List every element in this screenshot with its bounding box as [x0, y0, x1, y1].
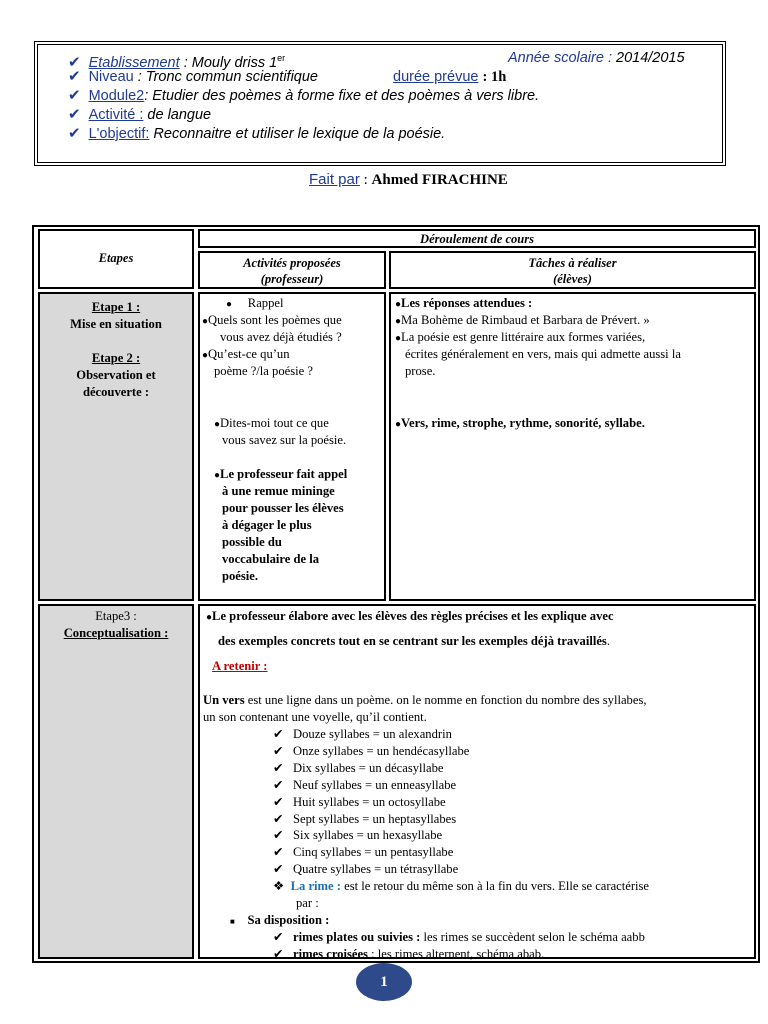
syllabe-label: Quatre syllabes = un tétrasyllabe: [293, 862, 459, 877]
module-label: Module2: [88, 88, 145, 104]
syllabe-label: Cinq syllabes = un pentasyllabe: [293, 845, 454, 860]
check-icon: ✔: [273, 811, 284, 826]
step2-title: Etape 2 :: [91, 351, 141, 365]
page-number-badge: 1: [356, 963, 412, 1001]
list-item-cont: poème ?/la poésie ?: [214, 364, 313, 378]
check-icon: ✔: [273, 727, 284, 741]
list-item-cont: vous avez déjà étudiés ?: [220, 330, 342, 344]
activites-cell: [198, 292, 386, 601]
list-item: [273, 844, 453, 861]
annee-label: Année scolaire :: [508, 50, 612, 66]
square-bullet-icon: ■: [230, 917, 235, 926]
check-icon: ✔: [68, 125, 81, 142]
list-item: ●Le professeur fait appel: [214, 467, 348, 481]
syllabe-label: Douze syllabes = un alexandrin: [293, 727, 452, 741]
vers-definition-2: un son contenant une voyelle, qu’il contient.: [203, 710, 427, 724]
etapes-header-label: Etapes: [98, 251, 134, 265]
syllabe-label: Dix syllabes = un décasyllabe: [293, 760, 444, 775]
bullet-icon: ●: [206, 612, 213, 623]
check-icon: ✔: [273, 743, 284, 758]
activites-header-line2: (professeur): [260, 272, 324, 286]
bullet-icon: ●: [214, 419, 221, 430]
syllabe-label: Neuf syllabes = un enneasyllabe: [293, 777, 457, 792]
step3-cell: [38, 604, 194, 959]
check-icon: ✔: [273, 760, 284, 775]
conceptualisation-cell: [198, 604, 756, 959]
etablissement-label: Etablissement: [88, 54, 180, 71]
taches-header: [389, 251, 756, 289]
rimes-plates: ✔ rimes plates ou suivies : les rimes se succèdent selon le schéma aabb: [273, 930, 645, 944]
check-icon: ✔: [273, 947, 284, 961]
rimes-croisees: ✔ rimes croisées : les rimes alternent, schéma abab.: [273, 947, 545, 961]
list-item: ●Dites-moi tout ce que: [214, 416, 329, 430]
header-annee: [508, 49, 685, 67]
intro-line-1: ●Le professeur élabore avec les élèves des règles précises et les explique avec: [206, 609, 614, 623]
header-box: [34, 41, 726, 166]
taches-cell: [389, 292, 756, 601]
list-item: ●Vers, rime, strophe, rythme, sonorité, syllabe.: [395, 416, 645, 430]
duree-value: : 1h: [482, 69, 507, 85]
check-icon: ✔: [68, 53, 81, 71]
list-item: [273, 861, 458, 878]
check-icon: ✔: [68, 87, 81, 104]
deroulement-header-label: Déroulement de cours: [420, 232, 534, 246]
bullet-icon: ●: [214, 470, 221, 481]
list-item: [273, 777, 456, 794]
bullet-icon: ●: [395, 299, 402, 310]
activite-label: Activité :: [88, 107, 144, 123]
step2-subtitle-1: Observation et: [76, 368, 156, 382]
etapes-header: [38, 229, 194, 289]
syllabe-label: Onze syllabes = un hendécasyllabe: [293, 743, 470, 758]
check-icon: ✔: [273, 794, 284, 809]
header-module: [68, 87, 539, 105]
header-activite: [68, 106, 211, 124]
syllabe-label: Sept syllabes = un heptasyllabes: [293, 811, 457, 826]
list-item: ●Ma Bohème de Rimbaud et Barbara de Prévert. »: [395, 313, 650, 327]
author-name: Ahmed FIRACHINE: [371, 172, 508, 188]
bullet-icon: ●: [395, 333, 402, 344]
step3-title: Etape3 :: [95, 609, 137, 623]
activite-value: de langue: [147, 107, 212, 123]
list-item: ●Quels sont les poèmes que: [202, 313, 342, 327]
niveau-label: Niveau: [88, 69, 134, 85]
header-niveau: [68, 68, 318, 86]
list-item-cont: vous savez sur la poésie.: [222, 433, 347, 447]
annee-value: 2014/2015: [616, 50, 685, 66]
list-item-cont: écrites généralement en vers, mais qui admette aussi la: [405, 347, 681, 361]
syllabe-label: Huit syllabes = un octosyllabe: [293, 794, 446, 809]
deroulement-header: [198, 229, 756, 248]
header-objectif: [68, 125, 445, 143]
list-item-cont: possible du: [222, 535, 282, 549]
header-duree: [393, 68, 506, 86]
rime-line-1: ❖ La rime : est le retour du même son à la fin du vers. Elle se caractérise: [273, 879, 650, 893]
bullet-icon: ●: [226, 299, 233, 310]
retenir-heading: A retenir :: [212, 659, 268, 673]
list-item-cont: prose.: [405, 364, 436, 378]
check-icon: ✔: [273, 777, 284, 792]
syllabe-label: Six syllabes = un hexasyllabe: [293, 828, 443, 843]
list-item-cont: voccabulaire de la: [222, 552, 320, 566]
list-item: [273, 743, 469, 760]
list-item: [273, 794, 446, 811]
check-icon: ✔: [68, 68, 81, 85]
list-item-cont: à une remue mininge: [222, 484, 335, 498]
bullet-icon: ●: [202, 350, 209, 361]
list-item: ● Rappel: [226, 296, 284, 310]
list-item: ●Les réponses attendues :: [395, 296, 533, 310]
check-icon: ✔: [273, 828, 284, 843]
disposition-heading: ■ Sa disposition :: [230, 913, 330, 927]
objectif-label: L'objectif:: [88, 126, 150, 142]
check-icon: ✔: [68, 106, 81, 123]
taches-header-line1: Tâches à réaliser: [528, 256, 617, 270]
fait-par-label: Fait par: [309, 171, 360, 188]
fait-par: [309, 171, 508, 189]
objectif-value: Reconnaitre et utiliser le lexique de la poésie.: [153, 126, 446, 142]
list-item-cont: pour pousser les élèves: [222, 501, 344, 515]
module-value: : Etudier des poèmes à forme fixe et des poèmes à vers libre.: [144, 88, 540, 104]
bullet-icon: ●: [395, 419, 402, 430]
etablissement-value: : Mouly driss 1: [183, 54, 278, 71]
step2-subtitle-2: découverte :: [82, 385, 150, 399]
bullet-icon: ●: [202, 316, 209, 327]
taches-header-line2: (élèves): [553, 272, 592, 286]
step3-subtitle: Conceptualisation :: [63, 626, 169, 640]
list-item: [273, 827, 442, 844]
vers-definition-1: Un vers est une ligne dans un poème. on le nomme en fonction du nombre des syllabes,: [203, 693, 647, 707]
step1-title: Etape 1 :: [91, 300, 141, 314]
intro-line-2: des exemples concrets tout en se centrant sur les exemples déjà travaillés.: [218, 634, 610, 648]
etablissement-sup: er: [277, 53, 286, 63]
bullet-icon: ●: [395, 316, 402, 327]
list-item: ●Qu’est-ce qu’un: [202, 347, 290, 361]
activites-header: [198, 251, 386, 289]
list-item-cont: à dégager le plus: [222, 518, 312, 532]
rime-line-2: par :: [296, 896, 319, 910]
list-item: [273, 726, 452, 743]
diamond-bullet-icon: ❖: [273, 879, 285, 893]
steps-1-2-cell: [38, 292, 194, 601]
fait-par-sep: :: [359, 172, 372, 188]
list-item: ●La poésie est genre littéraire aux formes variées,: [395, 330, 646, 344]
check-icon: ✔: [273, 930, 284, 944]
check-icon: ✔: [273, 845, 284, 860]
duree-label: durée prévue: [393, 69, 479, 85]
activites-header-line1: Activités proposées: [243, 256, 341, 270]
step1-subtitle: Mise en situation: [70, 317, 162, 331]
niveau-value: : Tronc commun scientifique: [137, 69, 318, 85]
list-item: [273, 811, 456, 828]
check-icon: ✔: [273, 862, 284, 877]
list-item-cont: poésie.: [222, 569, 259, 583]
list-item: [273, 760, 444, 777]
